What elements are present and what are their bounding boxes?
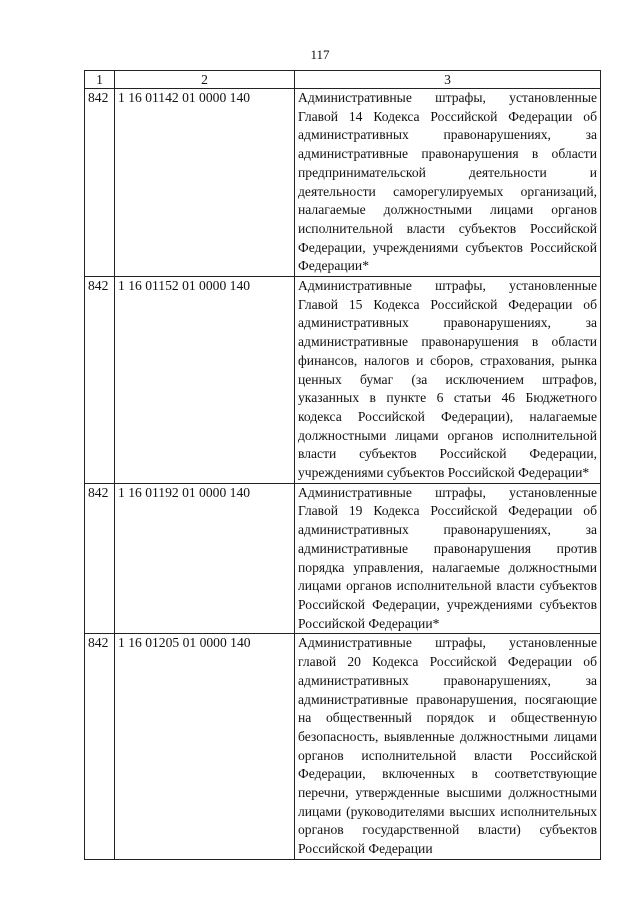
table-row [85, 277, 601, 484]
income-description-cell: Административные штрафы, установленные Главой 14 Кодекса Российской Федерации об административных правонарушениях, за административные правонарушения в области предпринимательской деятельности и деятельности саморегулируемых организаций, налагаемые должностными лицами органов исполнительной власти субъектов Российской Федерации, учреждениями субъектов Российской Федерации* [295, 89, 601, 277]
budget-classification-code-cell: 1 16 01142 01 0000 140 [115, 89, 295, 277]
page-number: 117 [310, 47, 330, 62]
income-description-cell: Административные штрафы, установленные главой 20 Кодекса Российской Федерации об административных правонарушениях, за административные правонарушения, посягающие на общественный порядок и общественную безопасность, выявленные должностными лицами органов исполнительной власти Российской Федерации, включенных в соответствующие перечни, утвержденные высшими должностными лицами (руководителями высших исполнительных органов государственной власти) субъектов Российской Федерации [295, 634, 601, 859]
table-header-row [85, 71, 601, 89]
budget-classification-code-cell: 1 16 01205 01 0000 140 [115, 634, 295, 859]
budget-codes-table [84, 70, 601, 860]
administrator-code-cell: 842 [85, 89, 115, 277]
table-row [85, 483, 601, 634]
budget-classification-code-cell: 1 16 01192 01 0000 140 [115, 483, 295, 634]
table-row [85, 89, 601, 277]
budget-classification-code-cell: 1 16 01152 01 0000 140 [115, 277, 295, 484]
administrator-code-cell: 842 [85, 634, 115, 859]
column-header-1: 1 [85, 71, 115, 89]
income-description-cell: Административные штрафы, установленные Главой 15 Кодекса Российской Федерации об административных правонарушениях, за административные правонарушения в области финансов, налогов и сборов, страхования, рынка ценных бумаг (за исключением штрафов, указанных в пункте 6 статьи 46 Бюджетного кодекса Российской Федерации), налагаемые должностными лицами органов исполнительной власти субъектов Российской Федерации, учреждениями субъектов Российской Федерации* [295, 277, 601, 484]
administrator-code-cell: 842 [85, 277, 115, 484]
table-row [85, 634, 601, 859]
column-header-2: 2 [115, 71, 295, 89]
column-header-3: 3 [295, 71, 601, 89]
income-description-cell: Административные штрафы, установленные Главой 19 Кодекса Российской Федерации об административных правонарушениях, за административные правонарушения против порядка управления, налагаемые должностными лицами органов исполнительной власти субъектов Российской Федерации, учреждениями субъектов Российской Федерации* [295, 483, 601, 634]
administrator-code-cell: 842 [85, 483, 115, 634]
